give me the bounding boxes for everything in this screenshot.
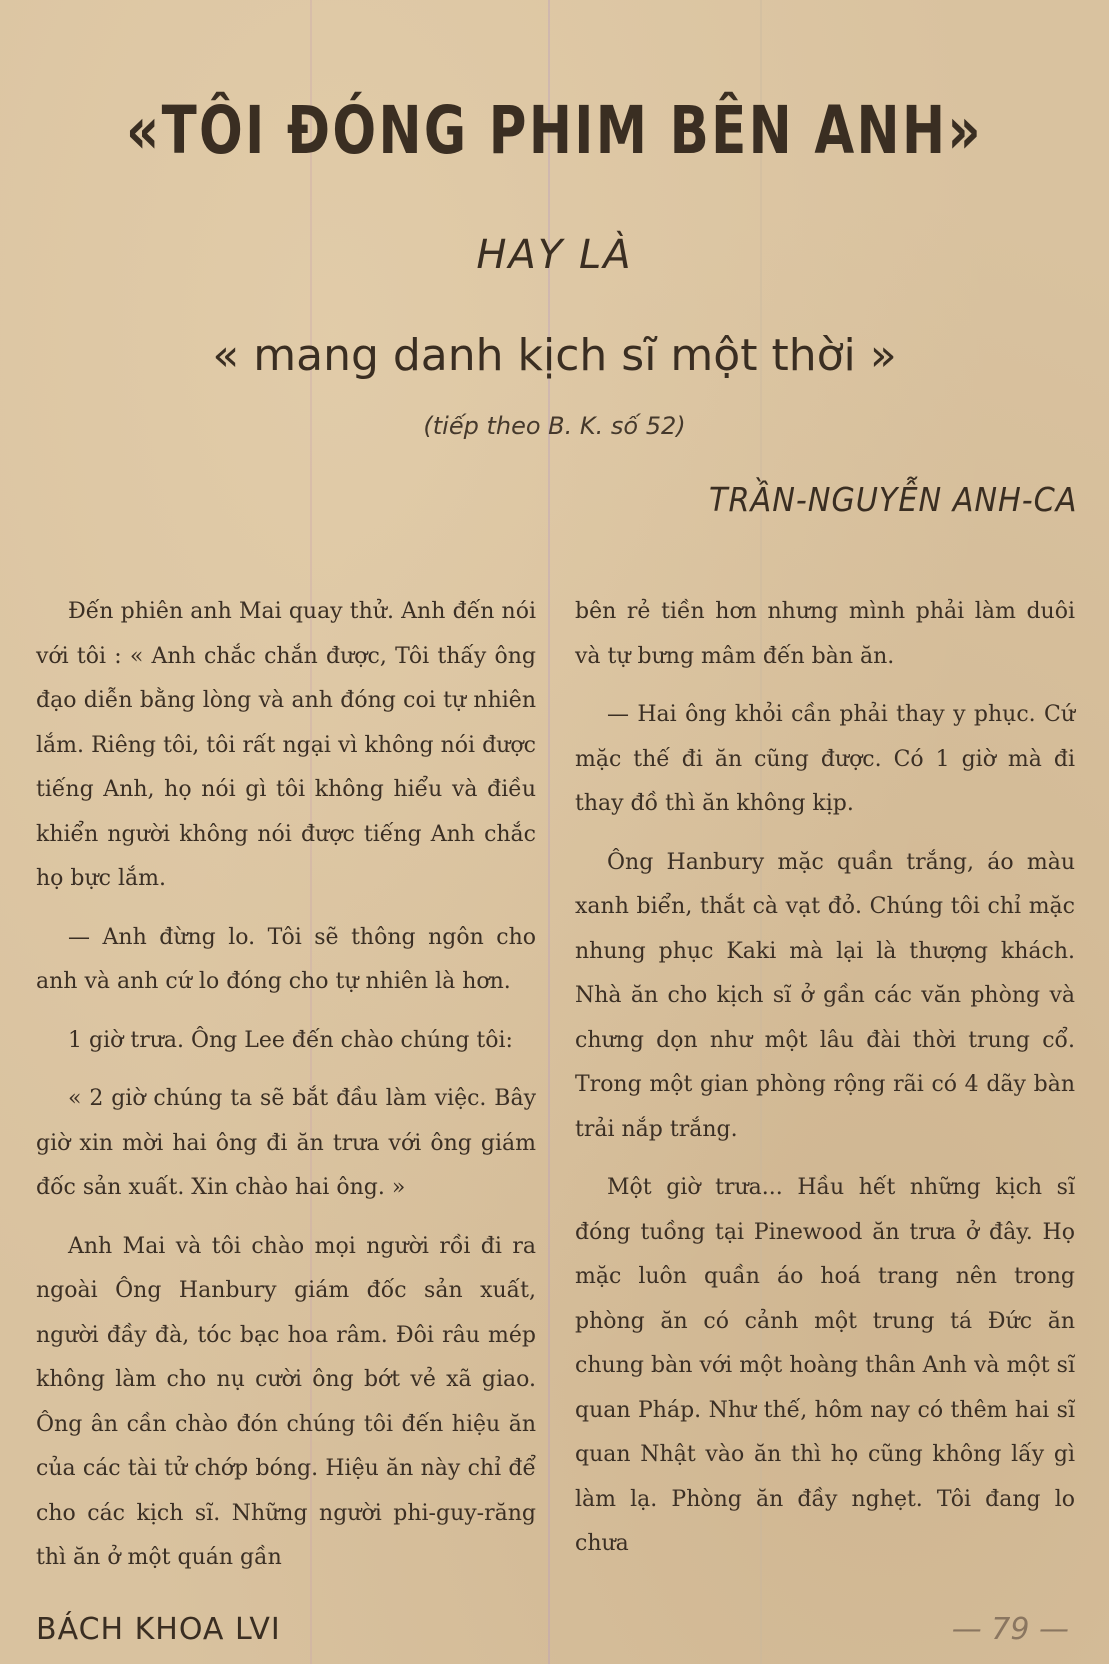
- paragraph: bên rẻ tiền hơn nhưng mình phải làm duôi và tự bưng mâm đến bàn ăn.: [575, 599, 1075, 669]
- paragraph: — Anh đừng lo. Tôi sẽ thông ngôn cho anh và anh cứ lo đóng cho tự nhiên là hơn.: [36, 924, 536, 994]
- title-connector: HAY LÀ: [476, 232, 633, 278]
- text-column-left: [36, 590, 536, 1595]
- paragraph: Anh Mai và tôi chào mọi người rồi đi ra ngoài Ông Hanbury giám đốc sản xuất, người đầy đà, tóc bạc hoa râm. Đôi râu mép không làm cho nụ cười ông bớt vẻ xã giao. Ông ân cần chào đón chúng tôi đến hiệu ăn của các tài tử chớp bóng. Hiệu ăn này chỉ để cho các kịch sĩ. Những người phi-guy-răng thì ăn ở một quán gần: [36, 1233, 536, 1570]
- text-column-right: [575, 590, 1075, 1581]
- page-number: — 79 —: [951, 1612, 1069, 1647]
- paragraph: 1 giờ trưa. Ông Lee đến chào chúng tôi:: [68, 1027, 513, 1053]
- paragraph: — Hai ông khỏi cần phải thay y phục. Cứ mặc thế đi ăn cũng được. Có 1 giờ mà đi thay đồ thì ăn không kịp.: [575, 702, 1075, 816]
- paragraph: Một giờ trưa... Hầu hết những kịch sĩ đóng tuồng tại Pinewood ăn trưa ở đây. Họ mặc luôn quần áo hoá trang nên trong phòng ăn có cảnh một trung tá Đức ăn chung bàn với một hoàng thân Anh và một sĩ quan Pháp. Như thế, hôm nay có thêm hai sĩ quan Nhật vào ăn thì họ cũng không lấy gì làm lạ. Phòng ăn đầy nghẹt. Tôi đang lo chưa: [575, 1175, 1075, 1556]
- article-subtitle: « mang danh kịch sĩ một thời »: [212, 330, 897, 381]
- magazine-footer: BÁCH KHOA LVI: [36, 1612, 281, 1647]
- paragraph: Đến phiên anh Mai quay thử. Anh đến nói với tôi : « Anh chắc chắn được, Tôi thấy ông đạo diễn bằng lòng và anh đóng coi tự nhiên lắm. Riêng tôi, tôi rất ngại vì không nói được tiếng Anh, họ nói gì tôi không hiểu và điều khiển người không nói được tiếng Anh chắc họ bực lắm.: [36, 599, 536, 891]
- continuation-note: (tiếp theo B. K. số 52): [423, 412, 686, 440]
- paragraph: Ông Hanbury mặc quần trắng, áo màu xanh biển, thắt cà vạt đỏ. Chúng tôi chỉ mặc nhung phục Kaki mà lại là thượng khách. Nhà ăn cho kịch sĩ ở gần các văn phòng và chưng dọn như một lâu đài thời trung cổ. Trong một gian phòng rộng rãi có 4 dãy bàn trải nắp trắng.: [575, 849, 1075, 1142]
- author-byline: TRẦN-NGUYỄN ANH-CA: [708, 480, 1077, 519]
- article-title: «TÔI ĐÓNG PHIM BÊN ANH»: [125, 92, 983, 169]
- paragraph: « 2 giờ chúng ta sẽ bắt đầu làm việc. Bây giờ xin mời hai ông đi ăn trưa với ông giám đốc sản xuất. Xin chào hai ông. »: [36, 1086, 536, 1200]
